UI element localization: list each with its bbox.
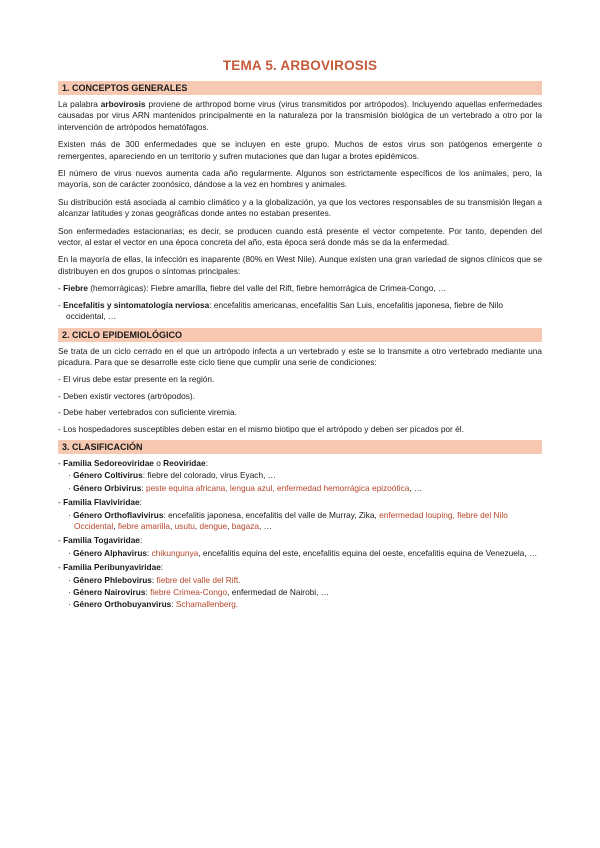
family-item: - Familia Togaviridae: [58, 535, 143, 546]
genus-item: · Género Orthoflavivirus: encefalitis japonesa, encefalitis del valle de Murray, Zika, enfermedad louping, fiebre del Nilo Occidental, fiebre amarilla, usutu, dengue, bagaza, … [68, 509, 508, 531]
bold-term: Encefalitis y sintomatología nerviosa [63, 299, 210, 310]
family-name: Familia Flaviviridae [63, 497, 140, 508]
list-item: - Debe haber vertebrados con suficiente viremia. [58, 407, 237, 418]
family-name: Familia Sedoreoviridae [63, 457, 154, 468]
genus-name: Género Alphavirus [73, 547, 148, 558]
text: , … [409, 482, 423, 493]
highlighted-disease: chikungunya [151, 547, 199, 558]
bold-term: arbovirosis [100, 99, 146, 109]
bold-term: Fiebre [63, 283, 88, 294]
list-item: - Los hospedadores susceptibles deben estar en el mismo biotipo que el artrópodo y deben ser picados por él. [58, 423, 464, 434]
genus-name: Género Orbivirus [73, 482, 142, 493]
family-name: Reoviridae [163, 457, 206, 468]
page-title: TEMA 5. ARBOVIROSIS [222, 58, 378, 73]
list-item: - El virus debe estar presente en la región. [58, 374, 215, 385]
paragraph: Son enfermedades estacionarias; es decir, se producen cuando está presente el vector competente. Por tanto, dependen del vector, al estar el vector en una época concreta del año, esta época será donde más se da la enfermedad. [58, 225, 542, 248]
paragraph [58, 99, 542, 133]
paragraph: Se trata de un ciclo cerrado en el que un artrópodo infecta a un vertebrado y este se lo transmite a otro vertebrado mediante una picadura. Para que se desarrolle este ciclo tiene que cumplir una serie de condiciones: [58, 345, 542, 367]
text: : fiebre del colorado, virus Eyach, … [142, 470, 276, 481]
text: (hemorrágicas): Fiebre amarilla, fiebre del valle del Rift, fiebre hemorrágica de Crimea-Congo, … [87, 283, 447, 294]
paragraph: El número de virus nuevos aumenta cada año regularmente. Algunos son estrictamente específicos de los animales, pero, la mayoría, son de carácter zoonósico, dándose a la vez en hombres y animales. [58, 168, 542, 190]
genus-name: Género Orthoflavivirus [73, 509, 164, 520]
list-item: - Fiebre (hemorrágicas): Fiebre amarilla, fiebre del valle del Rift, fiebre hemorrágica de Crimea-Congo, … [58, 283, 447, 294]
genus-name: Género Coltivirus [73, 470, 143, 481]
genus-item: · Género Orbivirus: peste equina africana, lengua azul, enfermedad hemorrágica epizoótica, … [68, 482, 423, 493]
highlighted-disease: enfermedad louping, fiebre del Nilo Occidental [74, 509, 508, 531]
list-item: - Deben existir vectores (artrópodos). [58, 390, 195, 401]
highlighted-disease: fiebre del valle del Rift. [156, 574, 241, 585]
section-heading-ciclo: 2. CICLO EPIDEMIOLÓGICO [58, 328, 542, 342]
family-name: Familia Peribunyaviridae [63, 562, 161, 573]
genus-item: · Género Coltivirus: fiebre del colorado, virus Eyach, … [68, 470, 276, 481]
section-heading-conceptos: 1. CONCEPTOS GENERALES [58, 81, 542, 95]
genus-name: Género Phlebovirus [73, 574, 152, 585]
highlighted-disease: usutu [174, 520, 195, 531]
highlighted-disease: bagaza [231, 520, 260, 531]
text: La palabra [58, 99, 101, 109]
text: , encefalitis equina del este, encefalitis equina del oeste, encefalitis equina de Venezuela, … [198, 547, 538, 558]
highlighted-disease: Schamallenberg. [175, 599, 239, 610]
highlighted-disease: fiebre Crimea-Congo [150, 587, 228, 597]
paragraph: Existen más de 300 enfermedades que se incluyen en este grupo. Muchos de estos virus son patógenos emergente o remergentes, apareciendo en un territorio y sufren mutaciones que dan lugar a brotes epidémicos. [58, 139, 542, 161]
genus-name: Género Orthobuyanvirus [73, 599, 172, 610]
highlighted-disease: peste equina africana, lengua azul, enfermedad hemorrágica epizoótica [145, 482, 410, 493]
text: , … [259, 520, 272, 531]
genus-name: Género Nairovirus [73, 587, 146, 597]
family-name: Familia Togaviridae [63, 535, 140, 546]
text: , enfermedad de Nairobi, … [227, 587, 330, 597]
text: o [153, 457, 164, 468]
text: : encefalitis japonesa, encefalitis del valle de Murray, Zika, [163, 509, 380, 520]
family-item: - Familia Flaviviridae: [58, 497, 142, 508]
genus-item: · Género Nairovirus: fiebre Crimea-Congo, enfermedad de Nairobi, … [68, 587, 330, 597]
genus-item: · Género Phlebovirus: fiebre del valle del Rift. [68, 574, 241, 585]
text: proviene de arthropod borne virus (virus transmitidos por artrópodos). Incluyendo aquellas enfermedades causadas por virus ARN mantenidos principalmente en la naturaleza por la transmisión biológica de un vertebrado a otro por la intervención de artrópodos hematófagos. [58, 99, 542, 132]
genus-item: · Género Orthobuyanvirus: Schamallenberg. [68, 599, 239, 610]
list-item: - Encefalitis y sintomatología nerviosa: encefalitis americanas, encefalitis San Luis, encefalitis japonesa, fiebre de Nilo occidental, … [58, 299, 504, 322]
family-item: - Familia Peribunyaviridae: [58, 562, 164, 573]
highlighted-disease: fiebre amarilla [117, 520, 170, 531]
paragraph: En la mayoría de ellas, la infección es inaparente (80% en West Nile). Aunque existen una gran variedad de signos clínicos que se distribuyen en dos grupos o síntomas principales: [58, 254, 542, 276]
section-heading-clasificacion: 3. CLASIFICACIÓN [58, 440, 542, 454]
genus-item: · Género Alphavirus: chikungunya, encefalitis equina del este, encefalitis equina del oeste, encefalitis equina de Venezuela, … [68, 547, 538, 558]
text: : encefalitis americanas, encefalitis San Luis, encefalitis japonesa, fiebre de Nilo occidental, … [66, 299, 504, 322]
paragraph: Su distribución está asociada al cambio climático y a la globalización, ya que los vectores responsables de su transmisión llegan a alcanzar latitudes y zonas geográficas donde antes no estaban presentes. [58, 196, 542, 219]
family-item: - Familia Sedoreoviridae o Reoviridae: [58, 457, 208, 468]
highlighted-disease: dengue [199, 520, 228, 531]
